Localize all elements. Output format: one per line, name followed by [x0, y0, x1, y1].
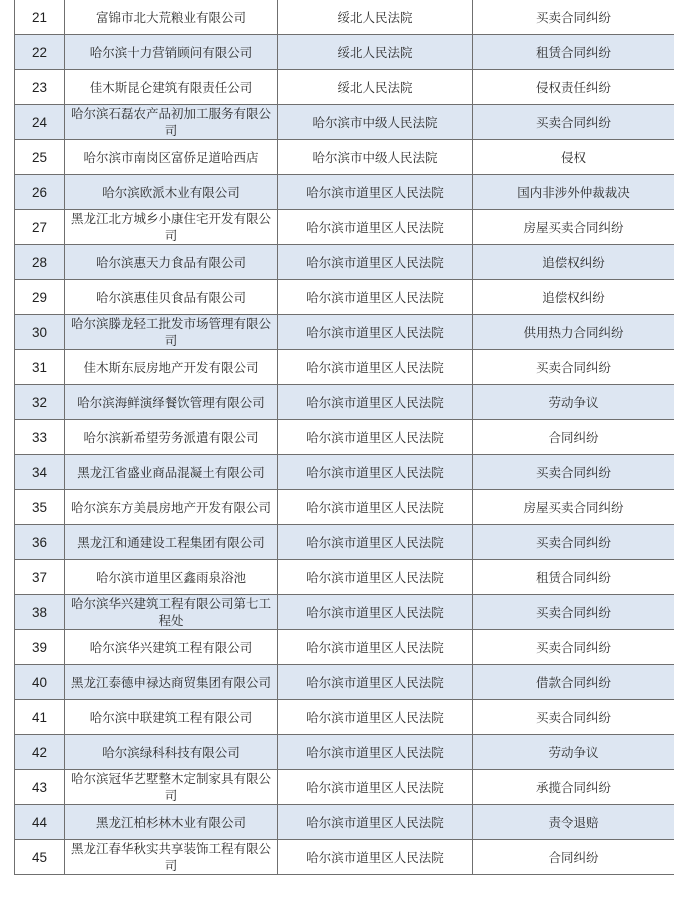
row-number-cell — [15, 140, 65, 175]
row-number: 29 — [31, 289, 48, 305]
case-type-cell — [473, 735, 675, 770]
company-name-cell — [65, 630, 278, 665]
case-type-cell — [473, 385, 675, 420]
case-type: 买卖合同纠纷 — [535, 464, 611, 480]
case-type: 房屋买卖合同纠纷 — [523, 499, 624, 515]
court-name-cell — [278, 805, 473, 840]
company-name: 富锦市北大荒粮业有限公司 — [95, 9, 246, 25]
table-row — [15, 805, 675, 840]
case-type-cell — [473, 350, 675, 385]
court-name: 哈尔滨市道里区人民法院 — [306, 814, 444, 830]
row-number-cell — [15, 420, 65, 455]
table-row — [15, 385, 675, 420]
row-number-cell — [15, 770, 65, 805]
case-type: 合同纠纷 — [548, 429, 599, 445]
case-type-cell — [473, 70, 675, 105]
row-number: 31 — [31, 359, 48, 375]
company-name: 哈尔滨新希望劳务派遣有限公司 — [83, 429, 259, 445]
court-name: 哈尔滨市道里区人民法院 — [306, 289, 444, 305]
company-name: 黑龙江和通建设工程集团有限公司 — [77, 534, 265, 550]
company-name: 哈尔滨华兴建筑工程有限公司第七工程处 — [70, 596, 271, 628]
row-number: 45 — [31, 849, 48, 865]
case-type-cell — [473, 840, 675, 875]
case-type: 国内非涉外仲裁裁决 — [517, 184, 630, 200]
case-type-cell — [473, 700, 675, 735]
case-type: 借款合同纠纷 — [535, 674, 611, 690]
row-number-cell — [15, 595, 65, 630]
court-name-cell — [278, 105, 473, 140]
row-number: 40 — [31, 674, 48, 690]
company-name: 哈尔滨绿科科技有限公司 — [102, 744, 240, 760]
row-number: 43 — [31, 779, 48, 795]
row-number-cell — [15, 560, 65, 595]
row-number-cell — [15, 630, 65, 665]
company-name: 黑龙江春华秋实共享装饰工程有限公司 — [70, 841, 271, 873]
table-row — [15, 105, 675, 140]
row-number-cell — [15, 245, 65, 280]
row-number: 38 — [31, 604, 48, 620]
case-type-cell — [473, 595, 675, 630]
case-type-cell — [473, 525, 675, 560]
court-name: 哈尔滨市道里区人民法院 — [306, 429, 444, 445]
case-type-cell — [473, 105, 675, 140]
row-number: 27 — [31, 219, 48, 235]
company-name: 哈尔滨滕龙轻工批发市场管理有限公司 — [70, 316, 271, 348]
case-type: 合同纠纷 — [548, 849, 599, 865]
case-type: 劳动争议 — [548, 744, 599, 760]
case-type: 买卖合同纠纷 — [535, 709, 611, 725]
table-row — [15, 735, 675, 770]
case-type: 责令退赔 — [548, 814, 599, 830]
case-type: 供用热力合同纠纷 — [523, 324, 624, 340]
case-type: 买卖合同纠纷 — [535, 9, 611, 25]
company-name: 哈尔滨十力营销顾问有限公司 — [89, 44, 253, 60]
company-name: 佳木斯昆仑建筑有限责任公司 — [89, 79, 253, 95]
row-number-cell — [15, 525, 65, 560]
case-type: 买卖合同纠纷 — [535, 359, 611, 375]
company-name-cell — [65, 35, 278, 70]
row-number: 24 — [31, 114, 48, 130]
case-type-cell — [473, 560, 675, 595]
row-number-cell — [15, 385, 65, 420]
company-name-cell — [65, 0, 278, 35]
row-number: 42 — [31, 744, 48, 760]
row-number: 35 — [31, 499, 48, 515]
court-name-cell — [278, 420, 473, 455]
court-name-cell — [278, 700, 473, 735]
court-name: 哈尔滨市道里区人民法院 — [306, 219, 444, 235]
court-name: 绥北人民法院 — [337, 44, 413, 60]
court-name: 哈尔滨市道里区人民法院 — [306, 499, 444, 515]
table-row — [15, 140, 675, 175]
court-name: 哈尔滨市道里区人民法院 — [306, 674, 444, 690]
court-name: 哈尔滨市道里区人民法院 — [306, 604, 444, 620]
court-name: 哈尔滨市道里区人民法院 — [306, 254, 444, 270]
company-name-cell — [65, 595, 278, 630]
court-name-cell — [278, 490, 473, 525]
company-name: 哈尔滨惠天力食品有限公司 — [95, 254, 246, 270]
company-name-cell — [65, 280, 278, 315]
row-number: 44 — [31, 814, 48, 830]
company-name-cell — [65, 315, 278, 350]
row-number: 36 — [31, 534, 48, 550]
row-number-cell — [15, 35, 65, 70]
case-type-cell — [473, 630, 675, 665]
row-number: 25 — [31, 149, 48, 165]
company-name: 黑龙江省盛业商品混凝土有限公司 — [77, 464, 265, 480]
court-name: 哈尔滨市道里区人民法院 — [306, 744, 444, 760]
company-name-cell — [65, 210, 278, 245]
case-type: 承揽合同纠纷 — [535, 779, 611, 795]
company-name: 黑龙江泰德申禄达商贸集团有限公司 — [70, 674, 271, 690]
company-name-cell — [65, 735, 278, 770]
court-name: 哈尔滨市道里区人民法院 — [306, 779, 444, 795]
company-name: 哈尔滨石磊农产品初加工服务有限公司 — [70, 106, 271, 138]
court-name-cell — [278, 245, 473, 280]
table-row — [15, 245, 675, 280]
court-name: 哈尔滨市道里区人民法院 — [306, 464, 444, 480]
table-row — [15, 525, 675, 560]
court-name-cell — [278, 70, 473, 105]
row-number-cell — [15, 280, 65, 315]
company-name: 哈尔滨华兴建筑工程有限公司 — [89, 639, 253, 655]
row-number-cell — [15, 315, 65, 350]
case-type: 侵权责任纠纷 — [535, 79, 611, 95]
company-name: 黑龙江柏杉林木业有限公司 — [95, 814, 246, 830]
company-name: 哈尔滨惠佳贝食品有限公司 — [95, 289, 246, 305]
row-number: 21 — [31, 9, 48, 25]
case-type: 追偿权纠纷 — [542, 254, 605, 270]
court-name-cell — [278, 280, 473, 315]
court-name-cell — [278, 455, 473, 490]
case-type-cell — [473, 315, 675, 350]
company-name-cell — [65, 420, 278, 455]
table-body — [15, 0, 675, 875]
court-name: 哈尔滨市道里区人民法院 — [306, 639, 444, 655]
company-name-cell — [65, 490, 278, 525]
case-type-cell — [473, 0, 675, 35]
table-row — [15, 595, 675, 630]
table-row — [15, 560, 675, 595]
company-name-cell — [65, 840, 278, 875]
company-name-cell — [65, 245, 278, 280]
case-type-cell — [473, 455, 675, 490]
court-name-cell — [278, 175, 473, 210]
case-type-cell — [473, 245, 675, 280]
table-row — [15, 665, 675, 700]
row-number-cell — [15, 840, 65, 875]
table-row — [15, 280, 675, 315]
case-type: 侵权 — [560, 149, 586, 165]
court-name: 哈尔滨市道里区人民法院 — [306, 184, 444, 200]
row-number-cell — [15, 175, 65, 210]
court-name: 哈尔滨市道里区人民法院 — [306, 709, 444, 725]
row-number-cell — [15, 0, 65, 35]
company-name: 哈尔滨冠华艺墅整木定制家具有限公司 — [70, 771, 271, 803]
court-name-cell — [278, 735, 473, 770]
row-number: 22 — [31, 44, 48, 60]
court-name-cell — [278, 665, 473, 700]
row-number: 33 — [31, 429, 48, 445]
court-name: 哈尔滨市道里区人民法院 — [306, 359, 444, 375]
company-name: 哈尔滨欧派木业有限公司 — [102, 184, 240, 200]
court-name: 哈尔滨市道里区人民法院 — [306, 569, 444, 585]
company-name: 哈尔滨市南岗区富侨足道哈西店 — [83, 149, 259, 165]
company-name-cell — [65, 140, 278, 175]
company-name: 哈尔滨海鲜演绎餐饮管理有限公司 — [77, 394, 265, 410]
row-number-cell — [15, 700, 65, 735]
table-row — [15, 0, 675, 35]
row-number-cell — [15, 105, 65, 140]
table-row — [15, 630, 675, 665]
company-name-cell — [65, 385, 278, 420]
company-name: 哈尔滨中联建筑工程有限公司 — [89, 709, 253, 725]
row-number: 28 — [31, 254, 48, 270]
row-number: 41 — [31, 709, 48, 725]
court-name: 哈尔滨市道里区人民法院 — [306, 394, 444, 410]
case-type-cell — [473, 280, 675, 315]
court-name: 绥北人民法院 — [337, 79, 413, 95]
court-name-cell — [278, 525, 473, 560]
table-row — [15, 420, 675, 455]
case-type: 买卖合同纠纷 — [535, 534, 611, 550]
case-type: 租赁合同纠纷 — [535, 569, 611, 585]
court-name-cell — [278, 385, 473, 420]
company-name-cell — [65, 525, 278, 560]
row-number: 30 — [31, 324, 48, 340]
court-name-cell — [278, 140, 473, 175]
case-type: 买卖合同纠纷 — [535, 114, 611, 130]
court-name: 哈尔滨市道里区人民法院 — [306, 324, 444, 340]
case-type-cell — [473, 420, 675, 455]
company-name-cell — [65, 455, 278, 490]
table-row — [15, 70, 675, 105]
company-name: 哈尔滨东方美晨房地产开发有限公司 — [70, 499, 271, 515]
table-row — [15, 840, 675, 875]
case-type: 买卖合同纠纷 — [535, 604, 611, 620]
row-number: 34 — [31, 464, 48, 480]
company-name-cell — [65, 665, 278, 700]
table-row — [15, 175, 675, 210]
company-name-cell — [65, 175, 278, 210]
table-row — [15, 210, 675, 245]
row-number-cell — [15, 735, 65, 770]
case-type-cell — [473, 35, 675, 70]
court-name-cell — [278, 315, 473, 350]
court-name: 绥北人民法院 — [337, 9, 413, 25]
company-name: 佳木斯东辰房地产开发有限公司 — [83, 359, 259, 375]
row-number: 32 — [31, 394, 48, 410]
court-name-cell — [278, 0, 473, 35]
row-number: 37 — [31, 569, 48, 585]
case-type-cell — [473, 665, 675, 700]
court-name: 哈尔滨市中级人民法院 — [312, 149, 438, 165]
table-row — [15, 770, 675, 805]
table-row — [15, 700, 675, 735]
court-name-cell — [278, 560, 473, 595]
row-number-cell — [15, 350, 65, 385]
case-type-cell — [473, 770, 675, 805]
row-number: 39 — [31, 639, 48, 655]
case-type-cell — [473, 140, 675, 175]
court-name: 哈尔滨市道里区人民法院 — [306, 849, 444, 865]
table-row — [15, 455, 675, 490]
table-row — [15, 35, 675, 70]
company-name: 哈尔滨市道里区鑫雨泉浴池 — [95, 569, 246, 585]
company-name-cell — [65, 805, 278, 840]
case-type-cell — [473, 210, 675, 245]
case-type-cell — [473, 490, 675, 525]
court-name-cell — [278, 210, 473, 245]
court-name: 哈尔滨市道里区人民法院 — [306, 534, 444, 550]
company-name-cell — [65, 105, 278, 140]
company-name-cell — [65, 770, 278, 805]
court-name-cell — [278, 350, 473, 385]
table-row — [15, 350, 675, 385]
row-number-cell — [15, 210, 65, 245]
case-table — [14, 0, 674, 875]
row-number-cell — [15, 455, 65, 490]
court-name-cell — [278, 630, 473, 665]
case-type: 劳动争议 — [548, 394, 599, 410]
row-number-cell — [15, 70, 65, 105]
case-type: 买卖合同纠纷 — [535, 639, 611, 655]
company-name-cell — [65, 560, 278, 595]
court-name-cell — [278, 840, 473, 875]
court-name-cell — [278, 770, 473, 805]
case-type: 房屋买卖合同纠纷 — [523, 219, 624, 235]
row-number-cell — [15, 490, 65, 525]
company-name: 黑龙江北方城乡小康住宅开发有限公司 — [70, 211, 271, 243]
case-type: 租赁合同纠纷 — [535, 44, 611, 60]
company-name-cell — [65, 700, 278, 735]
table-row — [15, 490, 675, 525]
company-name-cell — [65, 350, 278, 385]
case-table-container — [14, 0, 674, 908]
row-number: 23 — [31, 79, 48, 95]
table-row — [15, 315, 675, 350]
court-name: 哈尔滨市中级人民法院 — [312, 114, 438, 130]
case-type: 追偿权纠纷 — [542, 289, 605, 305]
court-name-cell — [278, 35, 473, 70]
company-name-cell — [65, 70, 278, 105]
row-number: 26 — [31, 184, 48, 200]
court-name-cell — [278, 595, 473, 630]
case-type-cell — [473, 805, 675, 840]
row-number-cell — [15, 805, 65, 840]
case-type-cell — [473, 175, 675, 210]
row-number-cell — [15, 665, 65, 700]
